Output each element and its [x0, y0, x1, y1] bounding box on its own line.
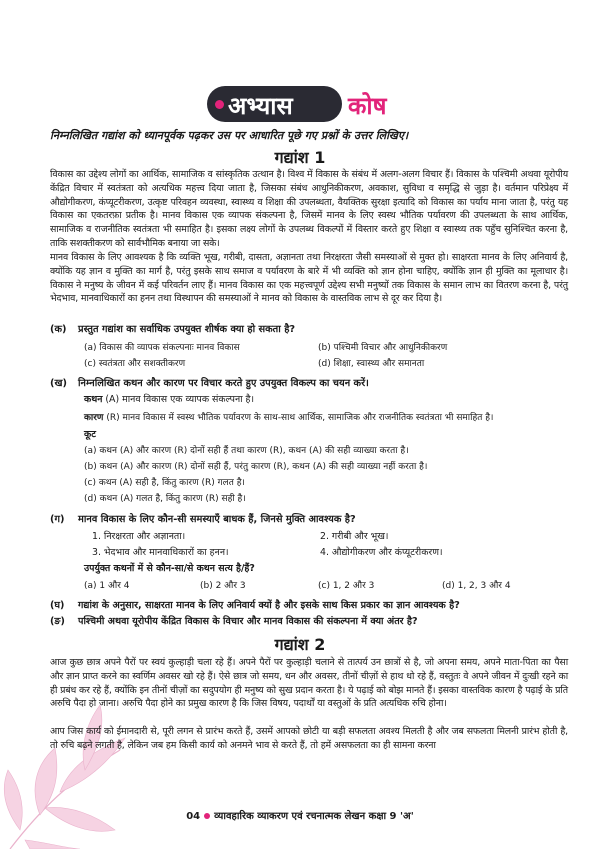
option-d: (d) शिक्षा, स्वास्थ्य और समानता [318, 359, 425, 369]
kathan-text: (A) मानव विकास एक व्यापक संकल्पना है। [105, 394, 255, 405]
option-a: (a) विकास की व्यापक संकल्पनाः मानव विकास [84, 343, 240, 353]
option-b: (b) पश्चिमी विचार और आधुनिकीकरण [318, 343, 448, 353]
footer-dot-icon [204, 813, 210, 819]
question-label: (क) [50, 324, 67, 335]
option-d: (d) कथन (A) गलत है, किंतु कारण (R) सही है। [84, 494, 246, 504]
question-kha [50, 376, 369, 389]
header-title-abhyas: अभ्यास [228, 92, 293, 120]
karan-line [84, 410, 493, 423]
koot-label: कूट [84, 429, 96, 440]
kathan-label: कथन [84, 394, 103, 405]
option-b: (b) कथन (A) और कारण (R) दोनों सही हैं, परंतु कारण (R), कथन (A) की सही व्याख्या नहीं करता है। [84, 462, 428, 472]
question-label: (घ) [50, 600, 65, 611]
passage1-paragraph-1: विकास का उद्देश्य लोगों का आर्थिक, सामाजिक व सांस्कृतिक उत्थान है। विश्व में विकास के संबंध में अलग-अलग विचार हैं। विकास के पश्चिमी अथवा यूरोपीय केंद्रित विचार में स्वतंत्रता को अत्यधिक महत्त्व दिया जाता है, जिसका संबंध आधुनिकीकरण, अवकाश, सुविधा व समृद्धि से जुड़ा है। वर्तमान परिप्रेक्ष्य में औद्योगीकरण, कंप्यूटरीकरण, उत्कृष्ट परिवहन व्यवस्था, स्वास्थ्य व शिक्षा की उपलब्धता, वैयक्तिक सुरक्षा इत्यादि को विकास का पर्याय माना जाता है, परंतु यह विकास का एकतरफ़ा प्रतीक है। मानव विकास एक व्यापक संकल्पना है, जिसमें मानव के लिए स्वस्थ भौतिक पर्यावरण की उपलब्धता के साथ आर्थिक, सामाजिक व राजनीतिक स्वतंत्रता भी समाहित है। इसका लक्ष्य लोगों के उपलब्ध विकल्पों में विस्तार करते हुए शिक्षा व स्वास्थ्य तक पहुँच सुनिश्चित करना है, ताकि सशक्तीकरण को सार्वभौमिक बनाया जा सके। [50, 169, 568, 249]
karan-text: (R) मानव विकास में स्वस्थ भौतिक पर्यावरण के साथ-साथ आर्थिक, सामाजिक और राजनीतिक स्वतंत्रता भी समाहित है। [106, 413, 494, 423]
statement-2: 2. गरीबी और भूख। [320, 531, 389, 542]
question-label: (ग) [50, 514, 65, 525]
header-dot-icon [215, 100, 224, 109]
passage2-title: गद्यांश 2 [274, 635, 326, 654]
option-c: (c) 1, 2 और 3 [318, 581, 375, 591]
karan-label: कारण [84, 413, 104, 423]
question-text: पश्चिमी अथवा यूरोपीय केंद्रित विकास के विचार और मानव विकास की संकल्पना में क्या अंतर है? [78, 616, 418, 627]
option-a: (a) 1 और 4 [84, 581, 130, 591]
statement-4: 4. औद्योगीकरण और कंप्यूटरीकरण। [320, 547, 443, 558]
instruction-text: निम्नलिखित गद्यांश को ध्यानपूर्वक पढ़कर उस पर आधारित पूछे गए प्रश्नों के उत्तर लिखिए। [50, 129, 409, 142]
question-text: गद्यांश के अनुसार, साक्षरता मानव के लिए अनिवार्य क्यों है और इसके साथ किस प्रकार का ज्ञान आवश्यक है? [78, 600, 460, 611]
question-ka [50, 322, 295, 335]
kathan-line [84, 392, 254, 405]
passage2-paragraph-2: आप जिस कार्य को ईमानदारी से, पूरी लगन से प्रारंभ करते हैं, उसमें आपको छोटी या बड़ी सफलता अवश्य मिलती है और जब सफलता मिलनी प्रारंभ होती है, तो रुचि बढ़ने लगती है, लेकिन जब हम किसी कार्य को अनमने भाव से करते हैं, तो हमें असफलता का ही सामना करना [50, 726, 568, 751]
option-d: (d) 1, 2, 3 और 4 [442, 581, 511, 591]
passage2-paragraph-1: आज कुछ छात्र अपने पैरों पर स्वयं कुल्हाड़ी चला रहे हैं। अपने पैरों पर कुल्हाड़ी चलाने से तात्पर्य उन छात्रों से है, जो अपना समय, अपने माता-पिता का पैसा और ज्ञान प्राप्त करने का स्वर्णिम अवसर खो रहे हैं। ऐसे छात्र जो समय, धन और अवसर, तीनों चीज़ों से हाथ धो रहे हैं, वस्तुतः वे अपने जीवन में दुःखी रहने का ही प्रबंध कर रहे हैं, क्योंकि इन तीनों चीज़ों का सदुपयोग ही मनुष्य को सुख प्रदान करता है। ये पढ़ाई को बोझ मानते हैं। इसका वास्तविक कारण है पढ़ाई के प्रति अरुचि पैदा हो जाना। अरुचि पैदा होने का प्रमुख कारण है कि जिस विषय, पदार्थों या वस्तुओं के प्रति अत्यधिक रुचि होना। [50, 657, 568, 710]
question-text: मानव विकास के लिए कौन-सी समस्याएँ बाधक हैं, जिनसे मुक्ति आवश्यक है? [78, 514, 356, 525]
passage1-paragraph-2: मानव विकास के लिए आवश्यक है कि व्यक्ति भूख, गरीबी, दासता, अज्ञानता तथा निरक्षरता जैसी समस्याओं से मुक्त हो। साक्षरता मानव के लिए अनिवार्य है, क्योंकि यह ज्ञान व मुक्ति का मार्ग है, परंतु इसके साथ समाज व पर्यावरण के बारे में भी व्यक्ति को ज्ञान होना चाहिए, क्योंकि ज्ञान ही मुक्ति का मूलाधार है। विकास ने मनुष्य के जीवन में कई परिवर्तन लाए हैं। मानव विकास का एक महत्त्वपूर्ण उद्देश्य सभी मनुष्यों तक विकास के समान लाभ का वितरण करना है, परंतु भेदभाव, मानवाधिकारों का हनन तथा विस्थापन की समस्याओं ने मानव को विकास के वास्तविक लाभ से दूर कर दिया है। [50, 252, 568, 305]
question-text: निम्नलिखित कथन और कारण पर विचार करते हुए उपयुक्त विकल्प का चयन करें। [78, 378, 369, 389]
question-label: (ख) [50, 378, 67, 389]
header-title-kosh: कोष [348, 92, 387, 120]
page-footer [0, 808, 600, 822]
book-title: व्यावहारिक व्याकरण एवं रचनात्मक लेखन कक्षा 9 'अ' [214, 811, 414, 822]
statement-3: 3. भेदभाव और मानवाधिकारों का हनन। [92, 547, 229, 558]
option-a: (a) कथन (A) और कारण (R) दोनों सही हैं तथा कारण (R), कथन (A) की सही व्याख्या करता है। [84, 446, 409, 456]
passage1-title: गद्यांश 1 [274, 148, 326, 167]
section-header [0, 86, 600, 126]
question-text: प्रस्तुत गद्यांश का सर्वाधिक उपयुक्त शीर्षक क्या हो सकता है? [78, 324, 296, 335]
question-label: (ङ) [50, 616, 65, 627]
question-ga [50, 512, 356, 525]
page-number: 04 [186, 811, 201, 822]
option-c: (c) कथन (A) सही है, किंतु कारण (R) गलत है। [84, 478, 245, 488]
subquestion-text: उपर्युक्त कथनों में से कौन-सा/से कथन सत्य है/हैं? [84, 563, 255, 574]
option-b: (b) 2 और 3 [200, 581, 246, 591]
option-c: (c) स्वतंत्रता और सशक्तीकरण [84, 359, 186, 369]
question-gha [50, 598, 460, 611]
question-dda [50, 614, 418, 627]
statement-1: 1. निरक्षरता और अज्ञानता। [92, 531, 186, 542]
